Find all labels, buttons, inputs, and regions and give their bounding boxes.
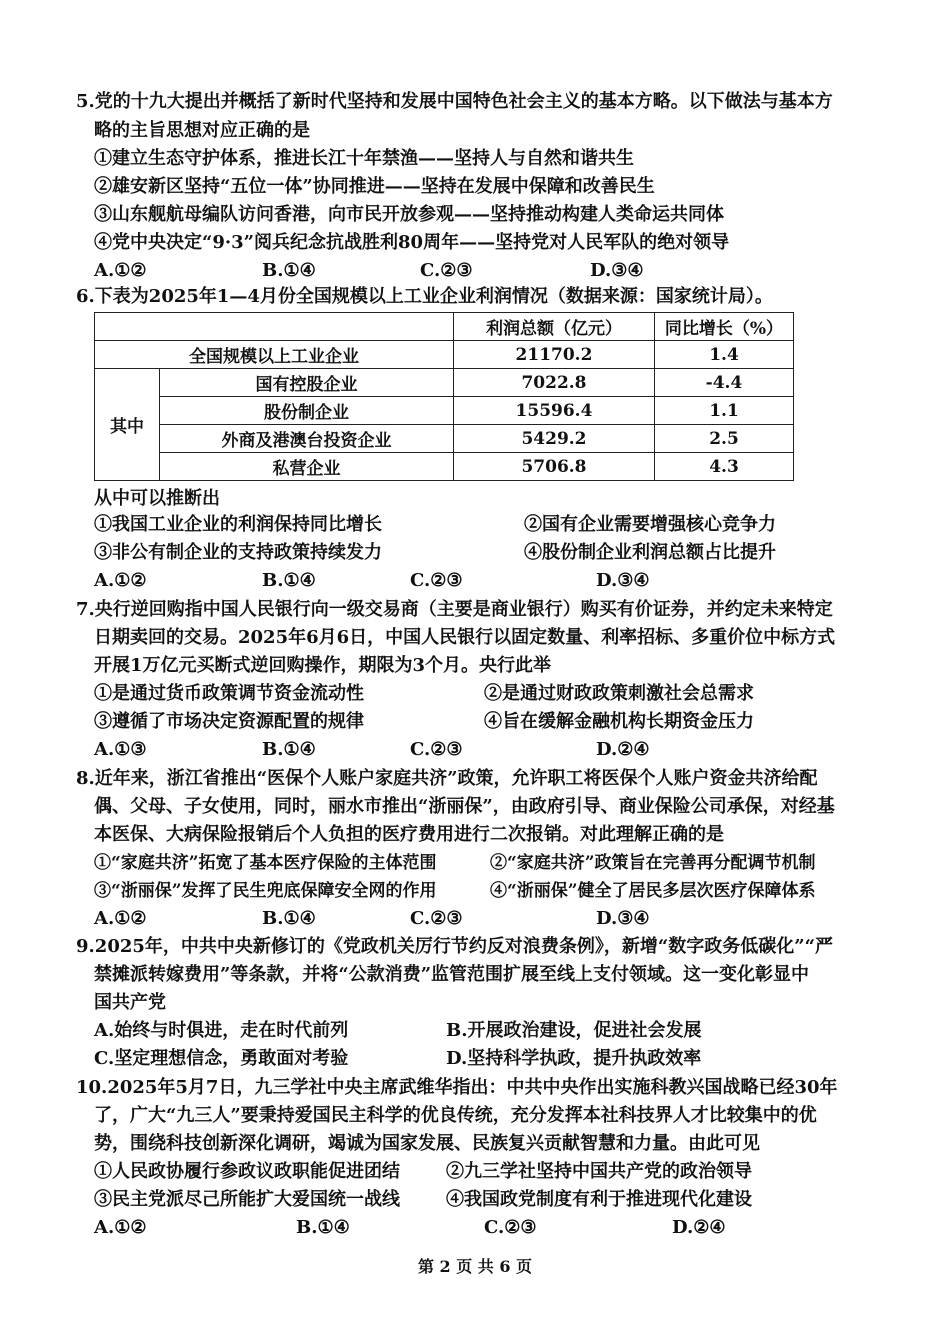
q7-item-2: ②是通过财政政策刺激社会总需求 [484,683,754,704]
q10-option-a: A.①② [94,1217,147,1238]
q6-option-a: A.①② [94,570,147,591]
q10-item-1: ①人民政协履行参政议政职能促进团结 [94,1161,400,1182]
table-header-blank [95,313,454,341]
q7-stem-line-1: 7.央行逆回购指中国人民银行向一级交易商（主要是商业银行）购买有价证券，并约定未来特定 [76,599,833,620]
q8-item-2: ②“家庭共济”政策旨在完善再分配调节机制 [490,853,816,873]
q10-stem-line-3: 势，围绕科技创新深化调研，竭诚为国家发展、民族复兴贡献智慧和力量。由此可见 [94,1133,760,1154]
q7-stem-line-2: 日期卖回的交易。2025年6月6日，中国人民银行以固定数量、利率招标、多重价位中标方式 [94,627,836,648]
q8-stem-line-1: 8.近年来，浙江省推出“医保个人账户家庭共济”政策，允许职工将医保个人账户资金共济给配 [76,768,818,789]
table-cell-name: 国有控股企业 [160,369,454,397]
q7-stem-line-3: 开展1万亿元买断式逆回购操作，期限为3个月。央行此举 [94,655,552,676]
q9-option-c: C.坚定理想信念，勇敢面对考验 [94,1048,349,1069]
table-cell-growth: 4.3 [654,453,793,481]
q9-stem-line-1: 9.2025年，中共中央新修订的《党政机关厉行节约反对浪费条例》，新增“数字政务低碳化”“严 [76,936,833,957]
q5-stem-line-2: 略的主旨思想对应正确的是 [94,120,310,141]
q6-item-2: ②国有企业需要增强核心竞争力 [524,514,776,535]
q6-option-d: D.③④ [596,570,650,591]
profit-table [94,312,794,481]
q7-item-4: ④旨在缓解金融机构长期资金压力 [484,711,754,732]
q5-option-d: D.③④ [590,260,644,281]
table-cell-total-growth: 1.4 [654,341,793,369]
table-header-growth: 同比增长（%） [654,313,793,341]
table-cell-growth: 2.5 [654,425,793,453]
q8-option-c: C.②③ [410,908,463,929]
q5-item-2: ②雄安新区坚持“五位一体”协同推进——坚持在发展中保障和改善民生 [94,176,655,197]
table-cell-profit: 5706.8 [453,453,654,481]
table-cell-name: 外商及港澳台投资企业 [160,425,454,453]
q7-option-d: D.②④ [596,739,650,760]
q5-item-4: ④党中央决定“9·3”阅兵纪念抗战胜利80周年——坚持党对人民军队的绝对领导 [94,232,730,253]
page-footer: 第 2 页 共 6 页 [417,1257,533,1276]
q9-option-a: A.始终与时俱进，走在时代前列 [94,1020,349,1041]
q9-option-d: D.坚持科学执政，提升执政效率 [446,1048,702,1069]
q10-item-3: ③民主党派尽己所能扩大爱国统一战线 [94,1189,400,1210]
q8-stem-line-3: 本医保、大病保险报销后个人负担的医疗费用进行二次报销。对此理解正确的是 [94,824,724,845]
table-cell-name: 股份制企业 [160,397,454,425]
q6-item-1: ①我国工业企业的利润保持同比增长 [94,514,382,535]
table-row [95,369,794,397]
q6-option-c: C.②③ [410,570,463,591]
q10-stem-line-2: 了，广大“九三人”要秉持爱国民主科学的优良传统，充分发挥本社科技界人才比较集中的优 [94,1105,817,1126]
q9-option-b: B.开展政治建设，促进社会发展 [446,1020,702,1041]
q10-option-d: D.②④ [672,1217,726,1238]
q6-option-b: B.①④ [262,570,316,591]
q8-option-b: B.①④ [262,908,316,929]
q8-option-a: A.①② [94,908,147,929]
q7-item-3: ③遵循了市场决定资源配置的规律 [94,711,364,732]
table-cell-profit: 7022.8 [453,369,654,397]
q8-stem-line-2: 偶、父母、子女使用，同时，丽水市推出“浙丽保”，由政府引导、商业保险公司承保，对经基 [94,796,835,817]
table-cell-profit: 15596.4 [453,397,654,425]
q6-item-4: ④股份制企业利润总额占比提升 [524,542,776,563]
table-cell-name: 私营企业 [160,453,454,481]
table-row [95,453,794,481]
q6-item-3: ③非公有制企业的支持政策持续发力 [94,542,382,563]
q5-stem-line-1: 5.党的十九大提出并概括了新时代坚持和发展中国特色社会主义的基本方略。以下做法与基本方 [76,91,833,112]
q8-item-3: ③“浙丽保”发挥了民生兜底保障安全网的作用 [94,881,437,901]
table-header-row [95,313,794,341]
q7-option-b: B.①④ [262,739,316,760]
q7-option-c: C.②③ [410,739,463,760]
q5-item-1: ①建立生态守护体系，推进长江十年禁渔——坚持人与自然和谐共生 [94,148,634,169]
table-row [95,397,794,425]
table-cell-group-label: 其中 [95,369,160,481]
table-cell-total-label: 全国规模以上工业企业 [95,341,454,369]
table-row [95,425,794,453]
q8-item-1: ①“家庭共济”拓宽了基本医疗保险的主体范围 [94,853,437,873]
q5-option-a: A.①② [94,260,147,281]
table-cell-growth: -4.4 [654,369,793,397]
q5-option-b: B.①④ [262,260,316,281]
q9-stem-line-2: 禁摊派转嫁费用”等条款，并将“公款消费”监管范围扩展至线上支付领域。这一变化彰显中 [94,964,810,985]
table-cell-profit: 5429.2 [453,425,654,453]
q7-option-a: A.①③ [94,739,147,760]
table-cell-total-profit: 21170.2 [453,341,654,369]
q8-item-4: ④“浙丽保”健全了居民多层次医疗保障体系 [490,881,816,901]
q7-item-1: ①是通过货币政策调节资金流动性 [94,683,364,704]
q10-stem-line-1: 10.2025年5月7日，九三学社中央主席武维华指出：中共中央作出实施科教兴国战略已经30年 [76,1077,838,1098]
q6-lead: 从中可以推断出 [94,488,220,509]
q5-option-c: C.②③ [420,260,473,281]
q10-item-4: ④我国政党制度有利于推进现代化建设 [446,1189,752,1210]
q9-stem-line-3: 国共产党 [94,992,166,1013]
q6-stem: 6.下表为2025年1—4月份全国规模以上工业企业利润情况（数据来源：国家统计局）。 [76,286,773,307]
q10-option-b: B.①④ [296,1217,350,1238]
table-header-profit: 利润总额（亿元） [453,313,654,341]
q8-option-d: D.③④ [596,908,650,929]
q10-option-c: C.②③ [484,1217,537,1238]
table-row-total [95,341,794,369]
q10-item-2: ②九三学社坚持中国共产党的政治领导 [446,1161,752,1182]
q5-item-3: ③山东舰航母编队访问香港，向市民开放参观——坚持推动构建人类命运共同体 [94,204,724,225]
table-cell-growth: 1.1 [654,397,793,425]
